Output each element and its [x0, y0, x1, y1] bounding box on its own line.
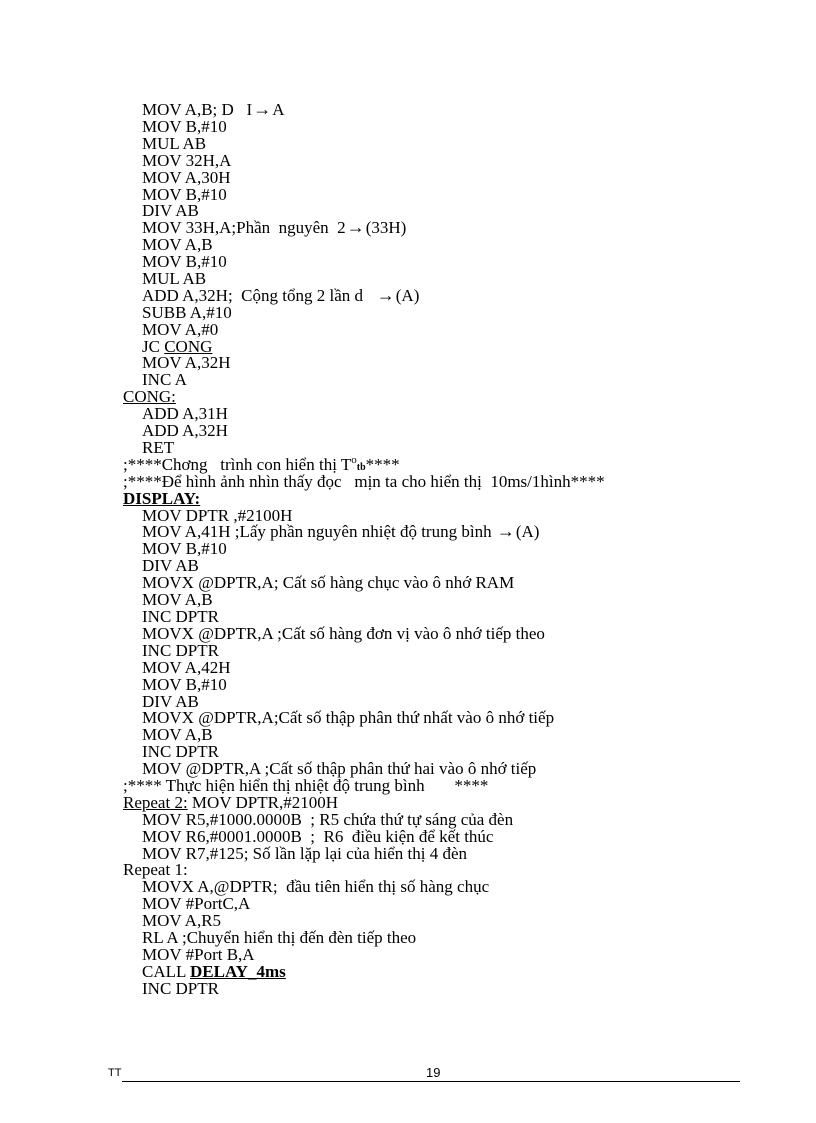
code-text: MOV A,30H [142, 168, 231, 187]
code-text: MUL AB [142, 134, 207, 153]
code-text: MOV B,#10 [142, 675, 227, 694]
code-text: MOV 33H,A;Phần nguyên 2 [142, 218, 346, 237]
code-line [142, 591, 213, 608]
code-line [142, 895, 250, 912]
code-text: INC DPTR [142, 607, 219, 626]
code-text: Repeat 1: [123, 860, 188, 879]
code-text: ADD A,32H; Cộng tổng 2 lần d [142, 286, 376, 305]
code-text: DIV AB [142, 556, 199, 575]
code-text: RL A ;Chuyển hiển thị đến đèn tiếp theo [142, 928, 417, 947]
code-line [123, 473, 605, 490]
code-text: MOV B,#10 [142, 185, 227, 204]
code-line [142, 540, 227, 557]
code-text: INC A [142, 370, 187, 389]
code-line [142, 642, 219, 659]
code-text: (33H) [365, 218, 407, 237]
code-label: CONG: [123, 387, 176, 406]
code-text: RET [142, 438, 175, 457]
code-text: INC DPTR [142, 979, 219, 998]
code-text: MOVX @DPTR,A; Cất số hàng chục vào ô nhớ RAM [142, 573, 515, 592]
code-line [142, 929, 416, 946]
code-line [142, 523, 539, 540]
code-text: SUBB A,#10 [142, 303, 232, 322]
code-text: DIV AB [142, 692, 199, 711]
code-line [142, 321, 218, 338]
code-line [142, 743, 219, 760]
code-line [142, 574, 514, 591]
code-text: ADD A,32H [142, 421, 228, 440]
code-line [142, 169, 230, 186]
code-line [142, 963, 286, 980]
code-line [142, 405, 228, 422]
code-line [142, 304, 232, 321]
code-label: Repeat 2: [123, 793, 188, 812]
code-text: INC DPTR [142, 641, 219, 660]
arrow-icon: → [376, 285, 395, 305]
code-line [142, 118, 227, 135]
code-text: MOV DPTR,#2100H [187, 793, 339, 812]
code-text: MOV A,B [142, 235, 213, 254]
code-line [142, 726, 213, 743]
code-line [142, 135, 206, 152]
code-text: MOV R7,#125; Số lần lặp lại của hiển thị 4 đèn [142, 844, 468, 863]
code-text: MOV DPTR ,#2100H [142, 506, 293, 525]
code-text: MOV A,42H [142, 658, 231, 677]
code-line [142, 557, 199, 574]
code-text: **** [365, 455, 400, 474]
code-label: DELAY_4ms [190, 962, 286, 981]
code-line [142, 371, 187, 388]
footer-rule [122, 1081, 740, 1082]
code-line [142, 422, 228, 439]
code-line [142, 202, 199, 219]
code-line [142, 811, 513, 828]
code-label: DISPLAY: [123, 489, 201, 508]
code-line [142, 236, 213, 253]
code-line [142, 980, 219, 997]
code-text: ADD A,31H [142, 404, 228, 423]
code-line [142, 101, 284, 118]
degree-superscript: o [351, 454, 357, 466]
code-line [142, 152, 231, 169]
code-text: MOV 32H,A [142, 151, 232, 170]
code-text: MOV @DPTR,A ;Cất số thập phân thứ hai vào ô nhớ tiếp [142, 759, 537, 778]
code-line [142, 625, 545, 642]
code-text: JC [142, 337, 165, 356]
code-text: MOVX @DPTR,A ;Cất số hàng đơn vị vào ô nhớ tiếp theo [142, 624, 545, 643]
code-line [142, 828, 493, 845]
code-text: MOV #Port B,A [142, 945, 255, 964]
arrow-icon: → [496, 521, 515, 541]
arrow-icon: → [253, 99, 272, 119]
code-text: INC DPTR [142, 742, 219, 761]
code-line [142, 354, 230, 371]
code-text: MOV A,B; D I [142, 100, 253, 119]
code-line [123, 794, 338, 811]
code-line [142, 946, 255, 963]
code-text: MOV B,#10 [142, 252, 227, 271]
code-line [123, 861, 188, 878]
arrow-icon: → [346, 217, 365, 237]
code-line [142, 439, 174, 456]
code-text: ;****Chơng trình con hiển thị T [123, 455, 352, 474]
code-line [142, 270, 206, 287]
code-line [142, 659, 230, 676]
code-line [142, 760, 536, 777]
code-text: MOV A,41H ;Lấy phần nguyên nhiệt độ trung bình [142, 522, 496, 541]
code-line [142, 912, 221, 929]
code-line [142, 845, 467, 862]
code-text: (A) [395, 286, 420, 305]
code-label: CONG [164, 337, 213, 356]
code-line [142, 219, 406, 236]
code-text: MOV R5,#1000.0000B ; R5 chứa thứ tự sáng của đèn [142, 810, 514, 829]
code-text: DIV AB [142, 201, 199, 220]
code-text: MOVX A,@DPTR; đầu tiên hiển thị số hàng chục [142, 877, 490, 896]
code-line [123, 388, 176, 405]
code-text: MUL AB [142, 269, 207, 288]
page-number: 19 [426, 1065, 441, 1080]
footer-left-text: TT [108, 1067, 122, 1079]
code-text: (A) [515, 522, 540, 541]
code-line [142, 709, 554, 726]
code-text: CALL [142, 962, 191, 981]
code-line [142, 608, 219, 625]
code-line [142, 878, 489, 895]
code-line [142, 287, 419, 304]
code-text: A [272, 100, 285, 119]
code-text: MOV A,B [142, 590, 213, 609]
code-text: MOV A,32H [142, 353, 231, 372]
code-text: MOV R6,#0001.0000B ; R6 điều kiện để kết thúc [142, 827, 494, 846]
code-text: MOV A,R5 [142, 911, 222, 930]
code-text: ;****Để hình ảnh nhìn thấy đọc mịn ta cho hiển thị 10ms/1hình**** [123, 472, 605, 491]
code-text: MOV #PortC,A [142, 894, 251, 913]
code-line [142, 253, 227, 270]
code-text: MOV A,B [142, 725, 213, 744]
code-text: MOV B,#10 [142, 539, 227, 558]
code-line [142, 676, 227, 693]
code-line [123, 490, 200, 507]
code-text: MOV A,#0 [142, 320, 219, 339]
code-text: ;**** Thực hiện hiển thị nhiệt độ trung bình **** [123, 776, 489, 795]
code-text: MOVX @DPTR,A;Cất số thập phân thứ nhất vào ô nhớ tiếp [142, 708, 555, 727]
code-line [123, 777, 488, 794]
subscript-tb: tb [356, 462, 366, 473]
code-text: MOV B,#10 [142, 117, 227, 136]
